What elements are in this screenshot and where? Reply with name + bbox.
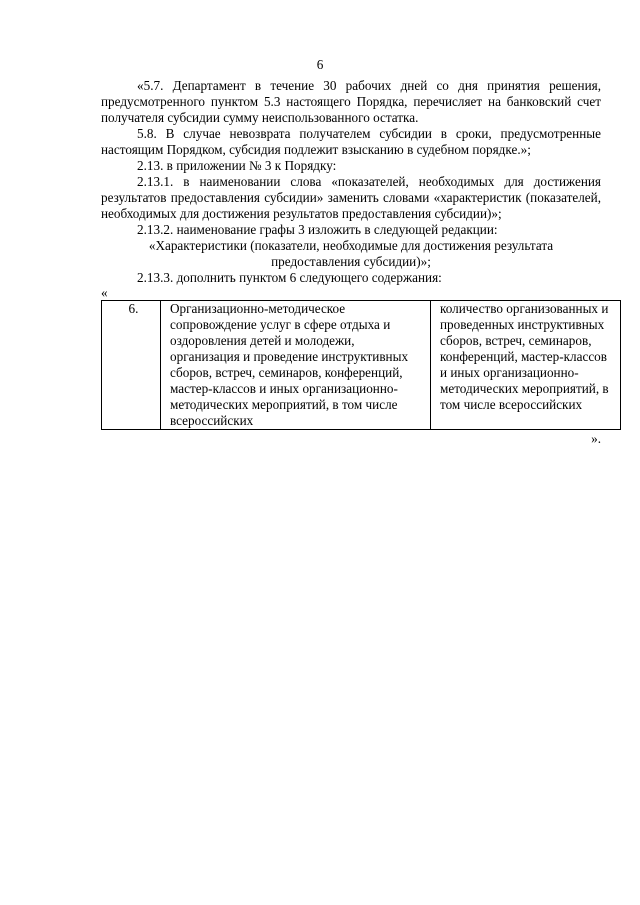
paragraph-2-13-1: 2.13.1. в наименовании слова «показателей, необходимых для достижения результатов предоставления субсидии» заменить словами «характеристик (показателей, необходимых для достижения результатов предоставления субсидии)»;	[101, 174, 601, 221]
opening-quote-mark: «	[101, 285, 108, 300]
page-number: 6	[316, 57, 324, 72]
table-row	[102, 301, 621, 430]
quote-line-2: предоставления субсидии)»;	[271, 254, 431, 269]
paragraph-2-13-3: 2.13.3. дополнить пунктом 6 следующего содержания:	[137, 270, 442, 285]
closing-quote-mark: ».	[591, 431, 601, 446]
table-cell-description: Организационно-методическое сопровождение услуг в сфере отдыха и оздоровления детей и молодежи, организация и проведение инструктивных сборов, встреч, семинаров, конференций, мастер-классов и иных организационно-методических мероприятий, в том числе всероссийских	[161, 301, 431, 430]
paragraph-5-8: 5.8. В случае невозврата получателем субсидии в сроки, предусмотренные настоящим Порядком, субсидия подлежит взысканию в судебном порядке.»;	[101, 126, 601, 157]
quote-line-1: «Характеристики (показатели, необходимые для достижения результата	[148, 238, 554, 253]
paragraph-2-13: 2.13. в приложении № 3 к Порядку:	[137, 158, 337, 173]
insert-table	[101, 300, 621, 430]
table-cell-number: 6.	[102, 301, 161, 430]
paragraph-2-13-2: 2.13.2. наименование графы 3 изложить в следующей редакции:	[137, 222, 498, 237]
table-cell-characteristic: количество организованных и проведенных инструктивных сборов, встреч, семинаров, конференций, мастер-классов и иных организационно-методических мероприятий, в том числе всероссийских	[431, 301, 621, 430]
document-body	[101, 78, 609, 448]
paragraph-5-7: «5.7. Департамент в течение 30 рабочих дней со дня принятия решения, предусмотренного пунктом 5.3 настоящего Порядка, перечисляет на банковский счет получателя субсидии сумму неиспользованного остатка.	[101, 78, 601, 125]
